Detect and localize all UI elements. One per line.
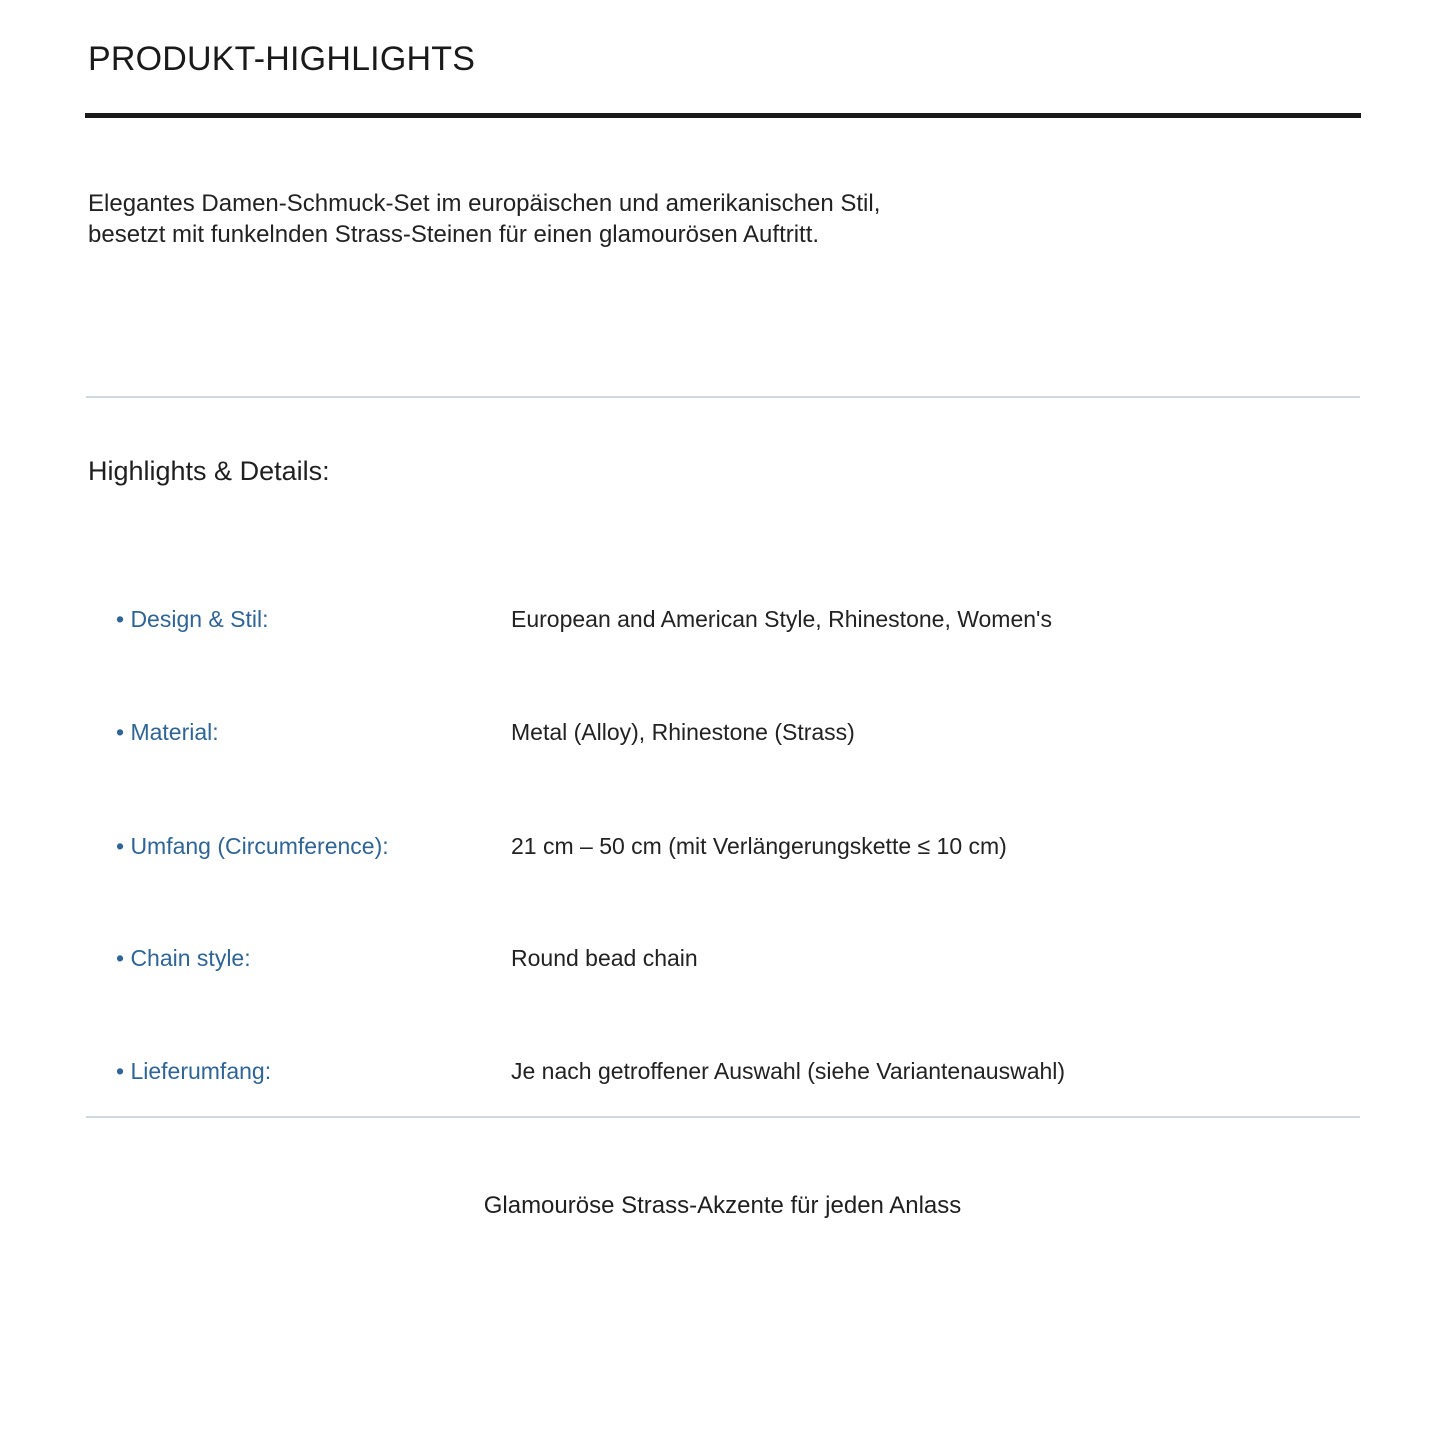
detail-row-circumference bbox=[0, 833, 1445, 873]
details-heading: Highlights & Details: bbox=[88, 456, 330, 486]
detail-value: Round bead chain bbox=[511, 945, 698, 971]
intro-line: Elegantes Damen-Schmuck-Set im europäischen und amerikanischen Stil, bbox=[88, 190, 881, 217]
detail-value: Je nach getroffener Auswahl (siehe Variantenauswahl) bbox=[511, 1058, 1066, 1084]
detail-label: • Lieferumfang: bbox=[116, 1058, 272, 1084]
detail-row-delivery bbox=[0, 1058, 1445, 1098]
detail-value: Metal (Alloy), Rhinestone (Strass) bbox=[511, 719, 855, 745]
page-title: PRODUKT-HIGHLIGHTS bbox=[88, 40, 476, 78]
intro-line: besetzt mit funkelnden Strass-Steinen für einen glamourösen Auftritt. bbox=[88, 221, 820, 248]
section-divider bbox=[86, 396, 1360, 398]
intro-paragraph bbox=[88, 188, 880, 250]
detail-label: • Umfang (Circumference): bbox=[116, 833, 389, 859]
detail-label: • Material: bbox=[116, 719, 219, 745]
tagline: Glamouröse Strass-Akzente für jeden Anlass bbox=[483, 1192, 962, 1219]
detail-row-material bbox=[0, 719, 1445, 759]
title-divider bbox=[85, 113, 1361, 118]
detail-value: 21 cm – 50 cm (mit Verlängerungskette ≤ 10 cm) bbox=[511, 833, 1007, 859]
detail-row-chain-style bbox=[0, 945, 1445, 985]
detail-row-design bbox=[0, 606, 1445, 646]
section-divider bbox=[86, 1116, 1360, 1118]
detail-value: European and American Style, Rhinestone, Women's bbox=[511, 606, 1052, 632]
detail-label: • Chain style: bbox=[116, 945, 251, 971]
detail-label: • Design & Stil: bbox=[116, 606, 269, 632]
